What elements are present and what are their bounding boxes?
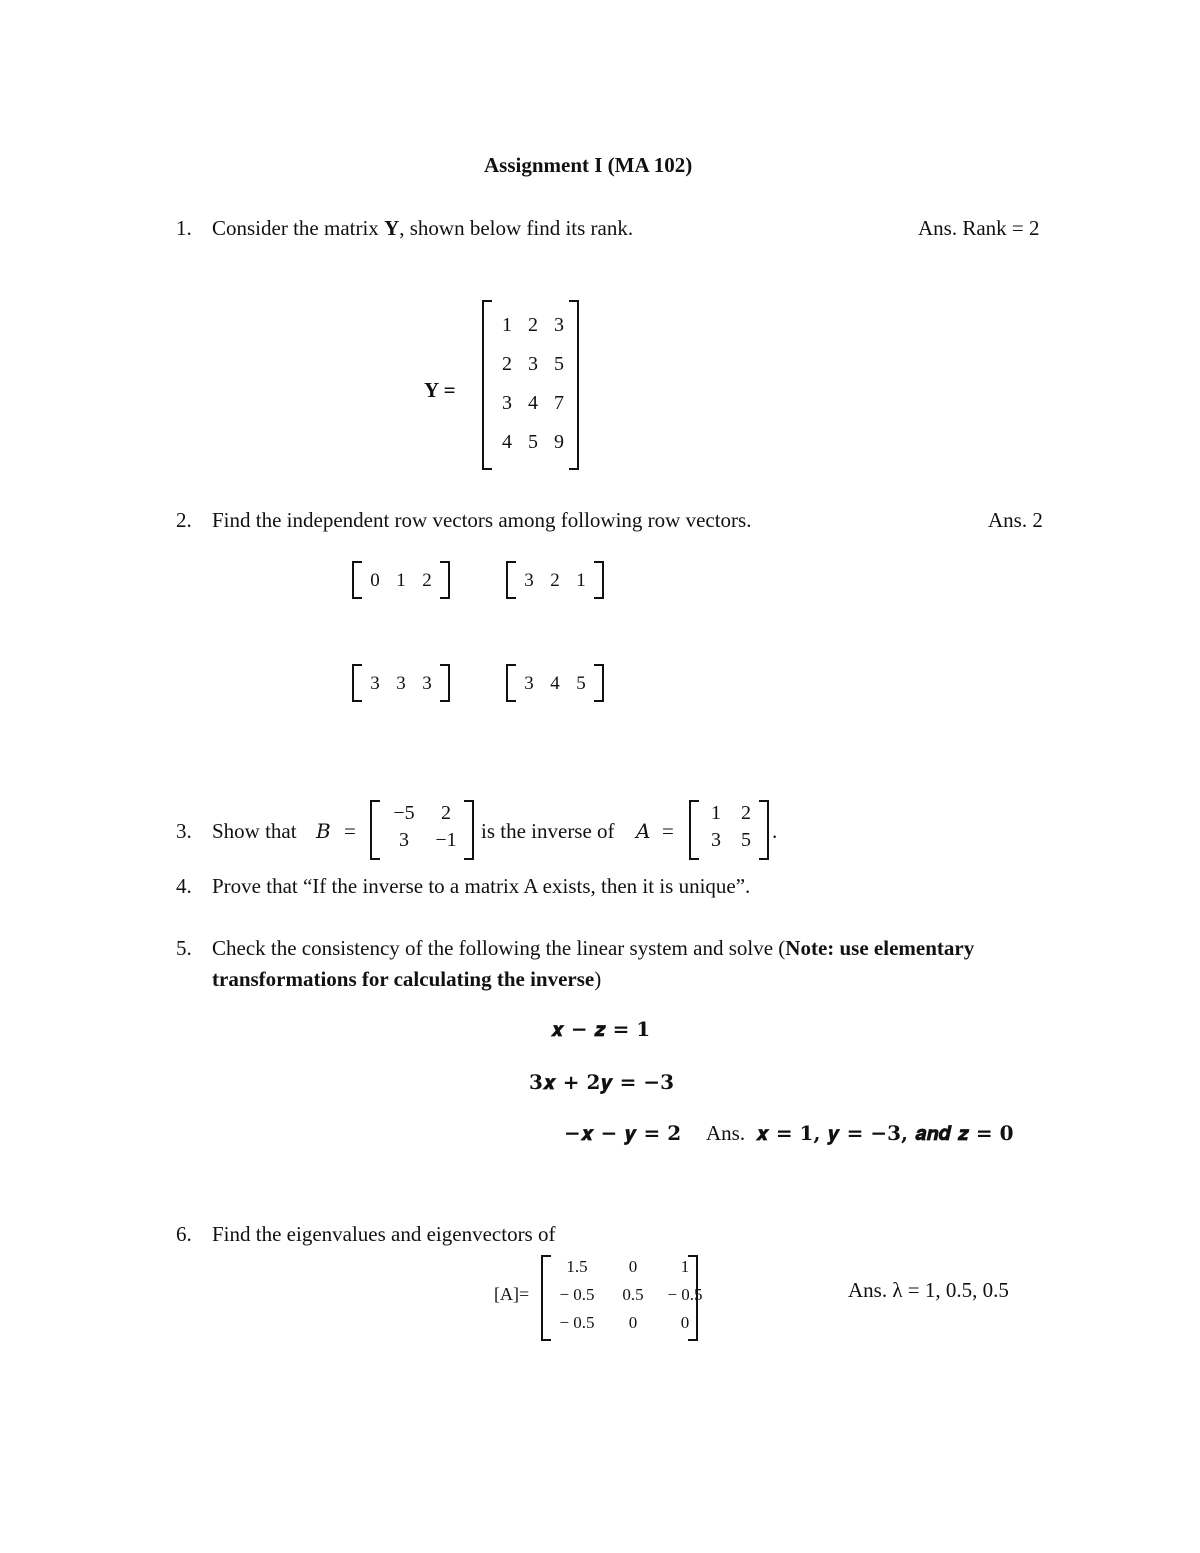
- q2-answer: Ans. 2: [988, 508, 1043, 532]
- matrix-a-cell: 2: [741, 802, 751, 824]
- q3-var-b: B: [316, 819, 331, 843]
- row-vector-cell: 3: [524, 673, 534, 694]
- q3-text-mid: is the inverse of: [481, 819, 615, 843]
- row-vector-cell: 2: [550, 570, 560, 591]
- q1-text-a: Consider the matrix: [212, 216, 385, 240]
- q3-number: 3.: [176, 819, 192, 843]
- q6-text: Find the eigenvalues and eigenvectors of: [212, 1222, 556, 1246]
- matrix-a-cell: 1: [711, 802, 721, 824]
- matrix-b-cell: −5: [393, 802, 415, 824]
- q5-number: 5.: [176, 936, 192, 960]
- q1-matrix-label: Y =: [424, 378, 456, 402]
- q1-matrix: [494, 314, 572, 454]
- q2-text: Find the independent row vectors among following row vectors.: [212, 508, 752, 532]
- q3-eq-a: =: [662, 819, 674, 843]
- matrix-b-cell: −1: [435, 829, 457, 851]
- q3-text-a: Show that: [212, 819, 297, 843]
- matrix-b-cell: 2: [441, 802, 451, 824]
- q6-matrix-cell: 0.5: [622, 1285, 644, 1304]
- q1-matrix-cell: 2: [502, 353, 512, 375]
- q6-matrix-cell: 0: [628, 1313, 638, 1332]
- q1-matrix-cell: 4: [528, 392, 538, 414]
- q1-matrix-cell: 2: [528, 314, 538, 336]
- q1-matrix-cell: 5: [528, 431, 538, 453]
- q5-text-line2: [212, 967, 601, 992]
- q5-equation-1: 𝒙 − 𝒛 = 𝟏: [551, 1017, 651, 1041]
- q3-var-a: A: [636, 819, 651, 843]
- matrix-b: [370, 800, 474, 860]
- q1-matrix-cell: 1: [502, 314, 512, 336]
- row-vector-1: [352, 561, 450, 599]
- q6-matrix-cell: 0: [628, 1257, 638, 1276]
- q6-number: 6.: [176, 1222, 192, 1246]
- row-vector-cell: 0: [370, 570, 380, 591]
- q1-text-b: , shown below find its rank.: [399, 216, 634, 240]
- q5-equation-3: −𝒙 − 𝒚 = 𝟐: [564, 1121, 682, 1145]
- q5-note-2: transformations for calculating the inverse: [212, 967, 595, 991]
- q6-matrix-cell: 1: [680, 1257, 690, 1276]
- q1-var: Y: [384, 216, 400, 240]
- q6-matrix: [545, 1257, 713, 1333]
- row-vector-cell: 3: [396, 673, 406, 694]
- row-vector-cell: 3: [422, 673, 432, 694]
- q1-matrix-cell: 9: [554, 431, 564, 453]
- matrix-a: [689, 800, 769, 860]
- q5-text-tail: ): [594, 967, 602, 991]
- q6-matrix-cell: − 0.5: [559, 1285, 595, 1304]
- q5-equation-2: 𝟑𝒙 + 𝟐𝒚 = −𝟑: [529, 1070, 674, 1094]
- q6-matrix-cell: − 0.5: [667, 1285, 703, 1304]
- q3-tail: .: [772, 819, 778, 843]
- row-vector-4: [506, 664, 604, 702]
- row-vector-cell: 5: [576, 673, 586, 694]
- matrix-b-cell: 3: [399, 829, 409, 851]
- q1-matrix-cell: 3: [528, 353, 538, 375]
- row-vector-3: [352, 664, 450, 702]
- row-vector-cell: 1: [396, 570, 406, 591]
- row-vector-cell: 1: [576, 570, 586, 591]
- q5-answer-prefix: Ans.: [706, 1121, 746, 1145]
- row-vector-cell: 4: [550, 673, 560, 694]
- q1-answer: Ans. Rank = 2: [918, 216, 1040, 240]
- matrix-a-cell: 3: [711, 829, 721, 851]
- q1-matrix-cell: 7: [554, 392, 564, 414]
- q5-answer: 𝒙 = 𝟏, 𝒚 = −𝟑, 𝒂𝒏𝒅 𝒛 = 𝟎: [756, 1121, 1014, 1145]
- q6-matrix-label: [A]=: [494, 1284, 530, 1304]
- q2-number: 2.: [176, 508, 192, 532]
- page-title: Assignment I (MA 102): [484, 153, 693, 177]
- q6-matrix-cell: 1.5: [566, 1257, 588, 1276]
- q4-text: Prove that “If the inverse to a matrix A exists, then it is unique”.: [212, 874, 751, 898]
- q1-left-bracket: [482, 300, 492, 470]
- matrix-a-cell: 5: [741, 829, 751, 851]
- row-vector-cell: 3: [370, 673, 380, 694]
- q1-matrix-cell: 4: [502, 431, 512, 453]
- q3-eq-b: =: [344, 819, 356, 843]
- q1-matrix-cell: 3: [554, 314, 564, 336]
- q1-matrix-cell: 5: [554, 353, 564, 375]
- row-vector-2: [506, 561, 604, 599]
- q1-text: [212, 216, 633, 241]
- q1-number: 1.: [176, 216, 192, 240]
- q5-text-a: Check the consistency of the following the linear system and solve (: [212, 936, 786, 960]
- q1-matrix-cell: 3: [502, 392, 512, 414]
- q4-number: 4.: [176, 874, 192, 898]
- q6-matrix-cell: − 0.5: [559, 1313, 595, 1332]
- row-vector-cell: 3: [524, 570, 534, 591]
- q6-answer: Ans. λ = 1, 0.5, 0.5: [848, 1278, 1009, 1302]
- q6-matrix-cell: 0: [680, 1313, 690, 1332]
- row-vector-cell: 2: [422, 570, 432, 591]
- q5-text-line1: [212, 936, 974, 961]
- q5-note-1: Note: use elementary: [785, 936, 975, 960]
